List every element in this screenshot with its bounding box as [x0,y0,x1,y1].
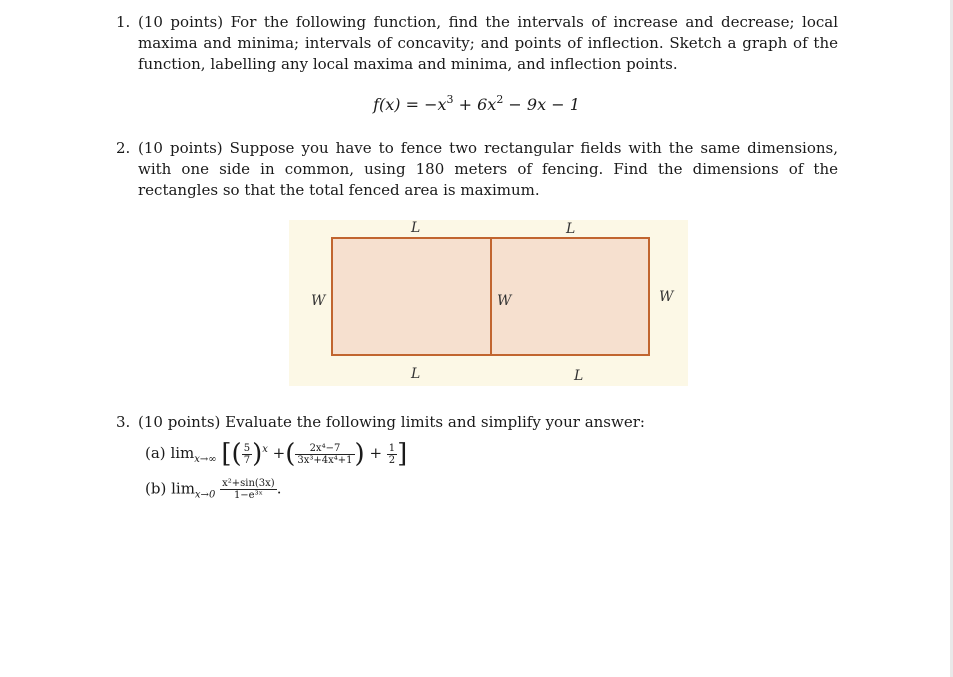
eq-part: + 6x [453,95,497,114]
eq-part: f(x) = −x [373,95,447,114]
exponent: x [262,444,268,455]
problem-number: 3. [116,413,131,431]
label-middle-w: W [497,293,512,309]
problem-1 [116,12,838,75]
fence-figure [289,220,688,386]
right-field [490,237,650,356]
part-label: (a) [145,444,166,462]
lim-word: lim [171,479,195,498]
lim-sub: x→∞ [194,454,217,465]
limit-b: (b) $\lim_{x\to 0}$ $\frac{\text{x²+sin(3x)}}{\text{1−e³ˣ}}$ . [145,478,282,501]
label-left-w: W [311,293,326,309]
fraction-5-7: $\frac{5}{7}$ [243,442,251,466]
left-field [331,237,492,356]
problem-2 [116,138,838,201]
eq-exponent: 3 [446,93,454,106]
problem-number: 2. [116,139,131,157]
label-bottom-right: L [574,368,584,384]
label-top-right: L [566,221,576,237]
fraction-poly: $\frac{\text{2x⁴−7}}{\text{3x³+4x⁴+1}}$ [297,442,353,466]
function-equation [0,93,953,114]
label-right-w: W [659,289,674,305]
problem-text: (10 points) Suppose you have to fence two rectangular fields with the same dimensions, with one side in common, using 180 meters of fencing. Find the dimensions of the rectangles so that the total fenced area is maximum. [138,139,838,199]
eq-part: − 9x − 1 [503,95,580,114]
fraction-b: $\frac{\text{x²+sin(3x)}}{\text{1−e³ˣ}}$ [222,478,275,501]
problem-number: 1. [116,13,131,31]
label-top-left: L [411,220,421,236]
label-bottom-left: L [411,366,421,382]
lim-sub: x→0 [194,489,216,501]
problem-text: (10 points) For the following function, find the intervals of increase and decrease; local maxima and minima; intervals of concavity; and points of inflection. Sketch a graph of the function, labelling any local maxima and minima, and inflection points. [138,13,838,73]
part-label: (b) [145,479,167,498]
limit-a: (a) $\lim_{x\to\infty}$ [( $\frac{5}{7}$ )$^x$ +( $\frac{\text{2x⁴−7}}{\text{3x³+4x⁴+1}}$ ) + $\frac{1}{2}$ ] [145,439,408,469]
problem-text: (10 points) Evaluate the following limits and simplify your answer: [138,413,645,431]
eq-exponent: 2 [496,93,504,106]
problem-3 [116,412,838,433]
fraction-1-2: $\frac{1}{2}$ [388,442,396,466]
lim-word: lim [170,444,195,462]
